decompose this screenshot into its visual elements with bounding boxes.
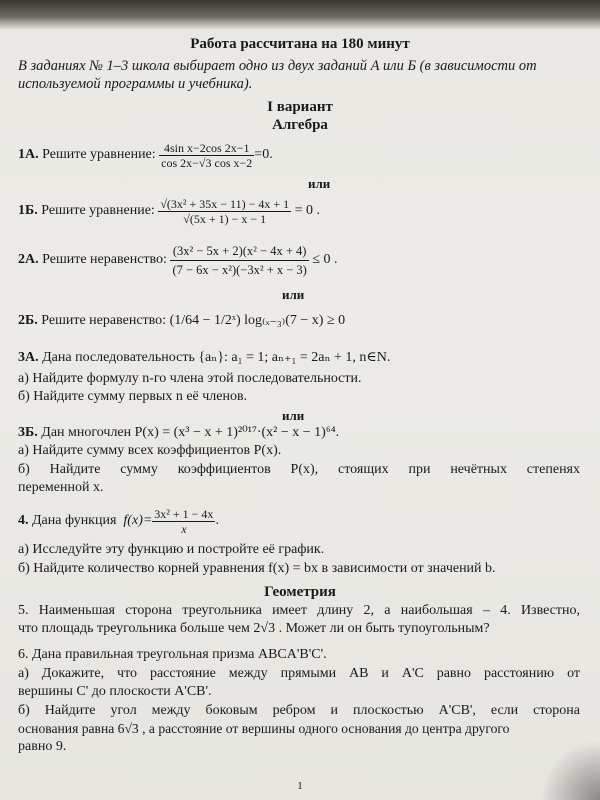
- task-3b-text: Дан многочлен P(x) = (x³ − x + 1)²⁰¹⁷·(x² − x − 1)⁶⁴.: [41, 425, 340, 440]
- geometry-heading: Геометрия: [264, 584, 336, 600]
- task-1b-numerator: √(3x² + 35x − 11) − 4x + 1: [160, 196, 290, 211]
- algebra-heading: Алгебра: [272, 117, 328, 133]
- task-6-part-b-line3: равно 9.: [18, 739, 67, 754]
- task-3b: [18, 425, 339, 441]
- task-4-tail: .: [215, 513, 219, 528]
- task-3a: [18, 350, 390, 366]
- task-1a-numerator: 4sin x−2cos 2x−1: [159, 141, 254, 156]
- task-5-line2: что площадь треугольника больше чем 2√3 . Может ли он быть тупоугольным?: [18, 621, 490, 636]
- task-3a-text: Дана последовательность {aₙ}: a₁ = 1; aₙ₊₁ = 2aₙ + 1, n∈N.: [42, 350, 391, 365]
- task-4-text: Дана функция: [32, 513, 117, 528]
- intro-line-2: используемой программы и учебника).: [18, 76, 253, 92]
- task-1a-label: 1А.: [18, 147, 39, 162]
- task-4-denominator: x: [181, 521, 187, 536]
- task-3b-part-b-line2: переменной x.: [18, 480, 104, 495]
- task-3a-label: 3А.: [18, 350, 39, 365]
- task-1b-label: 1Б.: [18, 203, 38, 218]
- task-2b: [18, 305, 345, 337]
- task-4-numerator: 3x² + 1 − 4x: [154, 506, 214, 521]
- task-2a-text: Решите неравенство:: [42, 252, 167, 267]
- task-6-title: 6. Дана правильная треугольная призма ABCA'B'C'.: [18, 647, 327, 662]
- task-1b-tail: = 0 .: [294, 203, 321, 218]
- or-separator-1: или: [308, 176, 331, 191]
- task-3b-label: 3Б.: [18, 425, 38, 440]
- task-4-part-b: б) Найдите количество корней уравнения f(x) = bx в зависимости от значений b.: [18, 561, 496, 576]
- task-1a-fraction: [159, 141, 254, 170]
- or-separator-2: или: [282, 287, 305, 302]
- task-2b-label: 2Б.: [18, 313, 38, 328]
- task-4-part-a: а) Исследуйте эту функцию и постройте её график.: [18, 542, 325, 557]
- task-3a-part-a: а) Найдите формулу n-го члена этой последовательности.: [18, 371, 362, 386]
- task-4-fraction: [152, 507, 215, 536]
- corner-shadow: [540, 740, 600, 800]
- task-3a-part-b: б) Найдите сумму первых n её членов.: [18, 389, 248, 404]
- intro-line-1: В заданиях № 1–3 школа выбирает одно из двух заданий А или Б (в зависимости от: [18, 58, 537, 74]
- task-2a: [18, 237, 338, 283]
- task-1a-tail: =0.: [254, 147, 273, 162]
- variant-heading: I вариант: [267, 99, 333, 115]
- task-1a-denominator: cos 2x−√3 cos x−2: [161, 155, 253, 170]
- task-4: [18, 504, 219, 538]
- task-2a-tail: ≤ 0 .: [312, 252, 338, 267]
- task-1b-denominator: √(5x + 1) − x − 1: [183, 211, 267, 226]
- task-5-line1: 5. Наименьшая сторона треугольника имеет длину 2, а наибольшая – 4. Известно,: [18, 603, 580, 618]
- task-2b-expression: (1/64 − 1/2ˣ) log₍ₓ₋₃₎(7 − x) ≥ 0: [169, 313, 346, 328]
- task-6-part-b-line2: основания равна 6√3 , а расстояние от вершины одного основания до центра другого: [18, 721, 510, 736]
- task-4-label: 4.: [18, 513, 29, 528]
- task-6-part-a-line2: вершины C' до плоскости A'CB'.: [18, 684, 212, 699]
- task-1a-text: Решите уравнение:: [42, 147, 156, 162]
- task-4-function-name: f(x)=: [123, 513, 153, 528]
- task-6-part-b-line1: б) Найдите угол между боковым ребром и плоскостью A'CB', если сторона: [18, 703, 580, 718]
- task-1b-fraction: [158, 197, 291, 226]
- task-2a-denominator: (7 − 6x − x²)(−3x² + x − 3): [172, 262, 307, 277]
- task-6-part-a-line1: а) Докажите, что расстояние между прямыми AB и A'C равно расстоянию от: [18, 666, 580, 681]
- paper-top-shadow: [0, 0, 600, 30]
- task-2b-text: Решите неравенство:: [41, 313, 167, 328]
- task-1b: [18, 193, 320, 229]
- page-title: Работа рассчитана на 180 минут: [190, 36, 410, 52]
- or-separator-3: или: [282, 408, 305, 423]
- task-2a-numerator: (3x² − 5x + 2)(x² − 4x + 4): [170, 242, 308, 261]
- task-1a: [18, 138, 273, 172]
- page-number: 1: [297, 780, 303, 792]
- task-3b-part-a: а) Найдите сумму всех коэффициентов P(x).: [18, 443, 282, 458]
- task-3b-part-b-line1: б) Найдите сумму коэффициентов P(x), стоящих при нечётных степенях: [18, 462, 580, 477]
- task-2a-label: 2А.: [18, 252, 39, 267]
- task-1b-text: Решите уравнение:: [41, 203, 155, 218]
- task-2a-fraction: [170, 242, 308, 279]
